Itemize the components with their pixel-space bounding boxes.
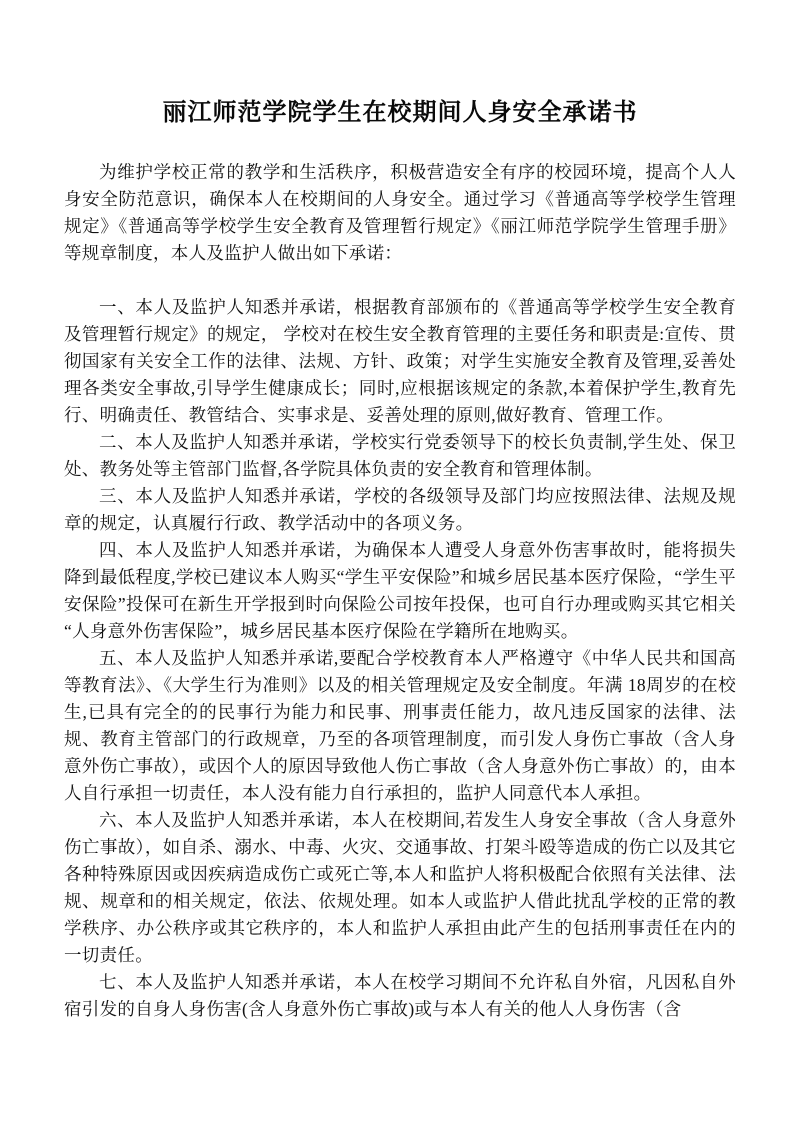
document-title: 丽江师范学院学生在校期间人身安全承诺书 bbox=[162, 100, 638, 126]
intro-paragraph: 为维护学校正常的教学和生活秩序，积极营造安全有序的校园环境，提高个人人身安全防范意识，确保本人在校期间的人身安全。通过学习《普通高等学校学生管理规定》《普通高等学校学生安全教育及管理暂行规定》《丽江师范学院学生管理手册》等规章制度，本人及监护人做出如下承诺： bbox=[64, 162, 736, 263]
clause-5: 五、本人及监护人知悉并承诺,要配合学校教育本人严格遵守《中华人民共和国高等教育法》、《大学生行为准则》以及的相关管理规定及安全制度。年满 18周岁的在校生,已具有完全的的民事行为能力和民事、刑事责任能力，故凡违反国家的法律、法规、教育主管部门的行政规章，乃至的各项管理制度，而引发人身伤亡事故（含人身意外伤亡事故），或因个人的原因导致他人伤亡事故（含人身意外伤亡事故）的，由本人自行承担一切责任，本人没有能力自行承担的，监护人同意代本人承担。 bbox=[64, 648, 736, 803]
clause-2: 二、本人及监护人知悉并承诺，学校实行党委领导下的校长负责制,学生处、保卫处、教务处等主管部门监督,各学院具体负责的安全教育和管理体制。 bbox=[64, 432, 736, 479]
clause-7: 七、本人及监护人知悉并承诺，本人在校学习期间不允许私自外宿，凡因私自外宿引发的自身人身伤害(含人身意外伤亡事故)或与本人有关的他人人身伤害（含 bbox=[64, 972, 736, 1019]
clause-4: 四、本人及监护人知悉并承诺，为确保本人遭受人身意外伤害事故时，能将损失降到最低程度,学校已建议本人购买“学生平安保险”和城乡居民基本医疗保险，“学生平安保险”投保可在新生开学报到时向保险公司按年投保，也可自行办理或购买其它相关 “人身意外伤害保险”，城乡居民基本医疗保险在学籍所在地购买。 bbox=[64, 540, 736, 641]
clause-3: 三、本人及监护人知悉并承诺，学校的各级领导及部门均应按照法律、法规及规章的规定，认真履行行政、教学活动中的各项义务。 bbox=[64, 486, 736, 533]
clause-1: 一、本人及监护人知悉并承诺，根据教育部颁布的《普通高等学校学生安全教育及管理暂行规定》的规定， 学校对在校生安全教育管理的主要任务和职责是:宣传、贯彻国家有关安全工作的法律、法规、方针、政策；对学生实施安全教育及管理,妥善处理各类安全事故,引导学生健康成长；同时,应根据该规定的条款,本着保护学生,教育先行、明确责任、教管结合、实事求是、妥善处理的原则,做好教育、管理工作。 bbox=[64, 297, 736, 425]
clause-6: 六、本人及监护人知悉并承诺，本人在校期间,若发生人身安全事故（含人身意外伤亡事故），如自杀、溺水、中毒、火灾、交通事故、打架斗殴等造成的伤亡以及其它各种特殊原因或因疾病造成伤亡或死亡等,本人和监护人将积极配合依照有关法律、法规、规章和的相关规定，依法、依规处理。如本人或监护人借此扰乱学校的正常的教学秩序、办公秩序或其它秩序的，本人和监护人承担由此产生的包括刑事责任在内的一切责任。 bbox=[64, 810, 736, 965]
